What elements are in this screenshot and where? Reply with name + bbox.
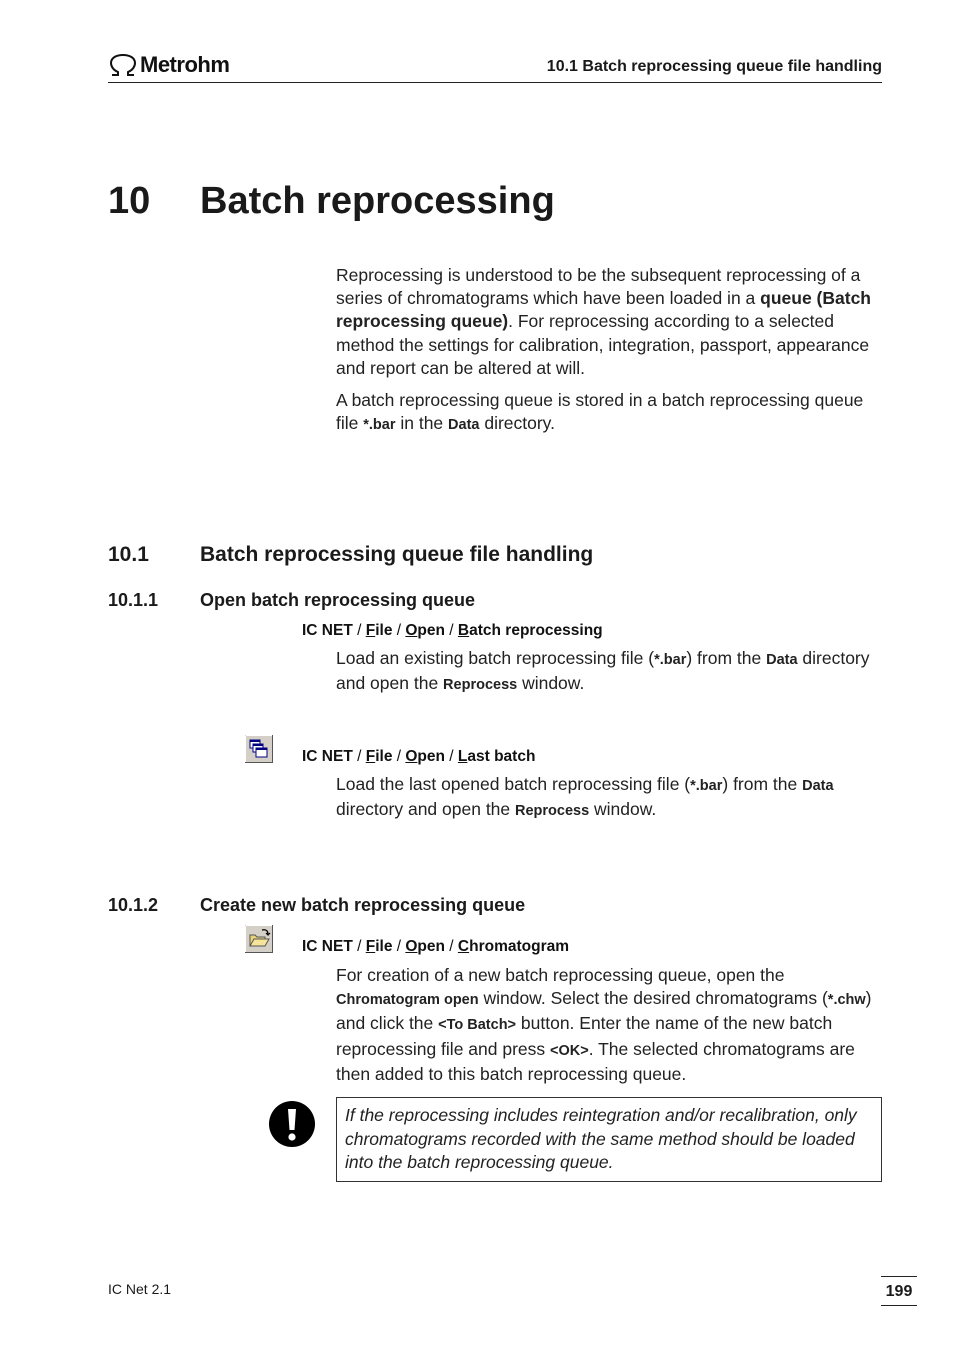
create-batch-description: For creation of a new batch reprocessing queue, open the Chromatogram open window. Select the desired chromatograms (*.chw) and click the <To Batch> button. Enter the name of the new batch reprocessing file and press <OK>. The selected chromatograms are then added to this batch reprocessing queue. [336,965,872,1084]
header-rule [108,82,882,83]
open-folder-icon [245,925,273,953]
metrohm-logo [108,52,229,78]
note-marker [268,1100,316,1148]
exclamation-icon [268,1100,316,1148]
footer-product: IC Net 2.1 [108,1281,172,1297]
last-batch-description: Load the last opened batch reprocessing file (*.bar) from the Data directory and open the Reprocess window. [336,774,834,820]
chapter-number: 10 [108,180,151,222]
omega-icon [108,53,138,77]
intro-paragraph-1: Reprocessing is understood to be the subsequent reprocessing of a series of chromatograms which have been loaded in a queue (Batch reprocessing queue). For reprocessing according to a selected method the settings for calibration, integration, passport, appearance and report can be altered at will. [336,265,871,378]
menu-path-last-batch: IC NET / File / Open / Last batch [302,748,536,765]
logo-text: Metrohm [140,52,230,77]
open-chromatogram-button[interactable] [245,925,273,953]
section-heading-10-1-1: 10.1.1 Open batch reprocessing queue [108,590,476,610]
intro-paragraph-2: A batch reprocessing queue is stored in a batch reprocessing queue file *.bar in the Data directory. [336,390,864,434]
menu-path-batch-reprocessing: IC NET / File / Open / Batch reprocessing [302,622,603,639]
section-heading-10-1: 10.1 Batch reprocessing queue file handling [108,543,594,566]
page-number: 199 [885,1283,913,1300]
intro-text [336,264,881,437]
chapter-title [108,180,555,223]
open-batch-description: Load an existing batch reprocessing file (*.bar) from the Data directory and open the Reprocess window. [336,648,870,694]
menu-path-chromatogram: IC NET / File / Open / Chromatogram [302,938,570,955]
stacked-windows-icon [245,735,273,763]
chapter-title-text: Batch reprocessing [200,180,555,222]
section-heading-10-1-2: 10.1.2 Create new batch reprocessing queue [108,895,526,915]
page-number-rule-bottom [881,1305,917,1306]
running-header: 10.1 Batch reprocessing queue file handling [546,58,882,75]
last-batch-button[interactable] [245,735,273,763]
page-number-rule-top [881,1276,917,1277]
note-box: If the reprocessing includes reintegration and/or recalibration, only chromatograms recorded with the same method should be loaded into the batch reprocessing queue. [336,1097,882,1182]
